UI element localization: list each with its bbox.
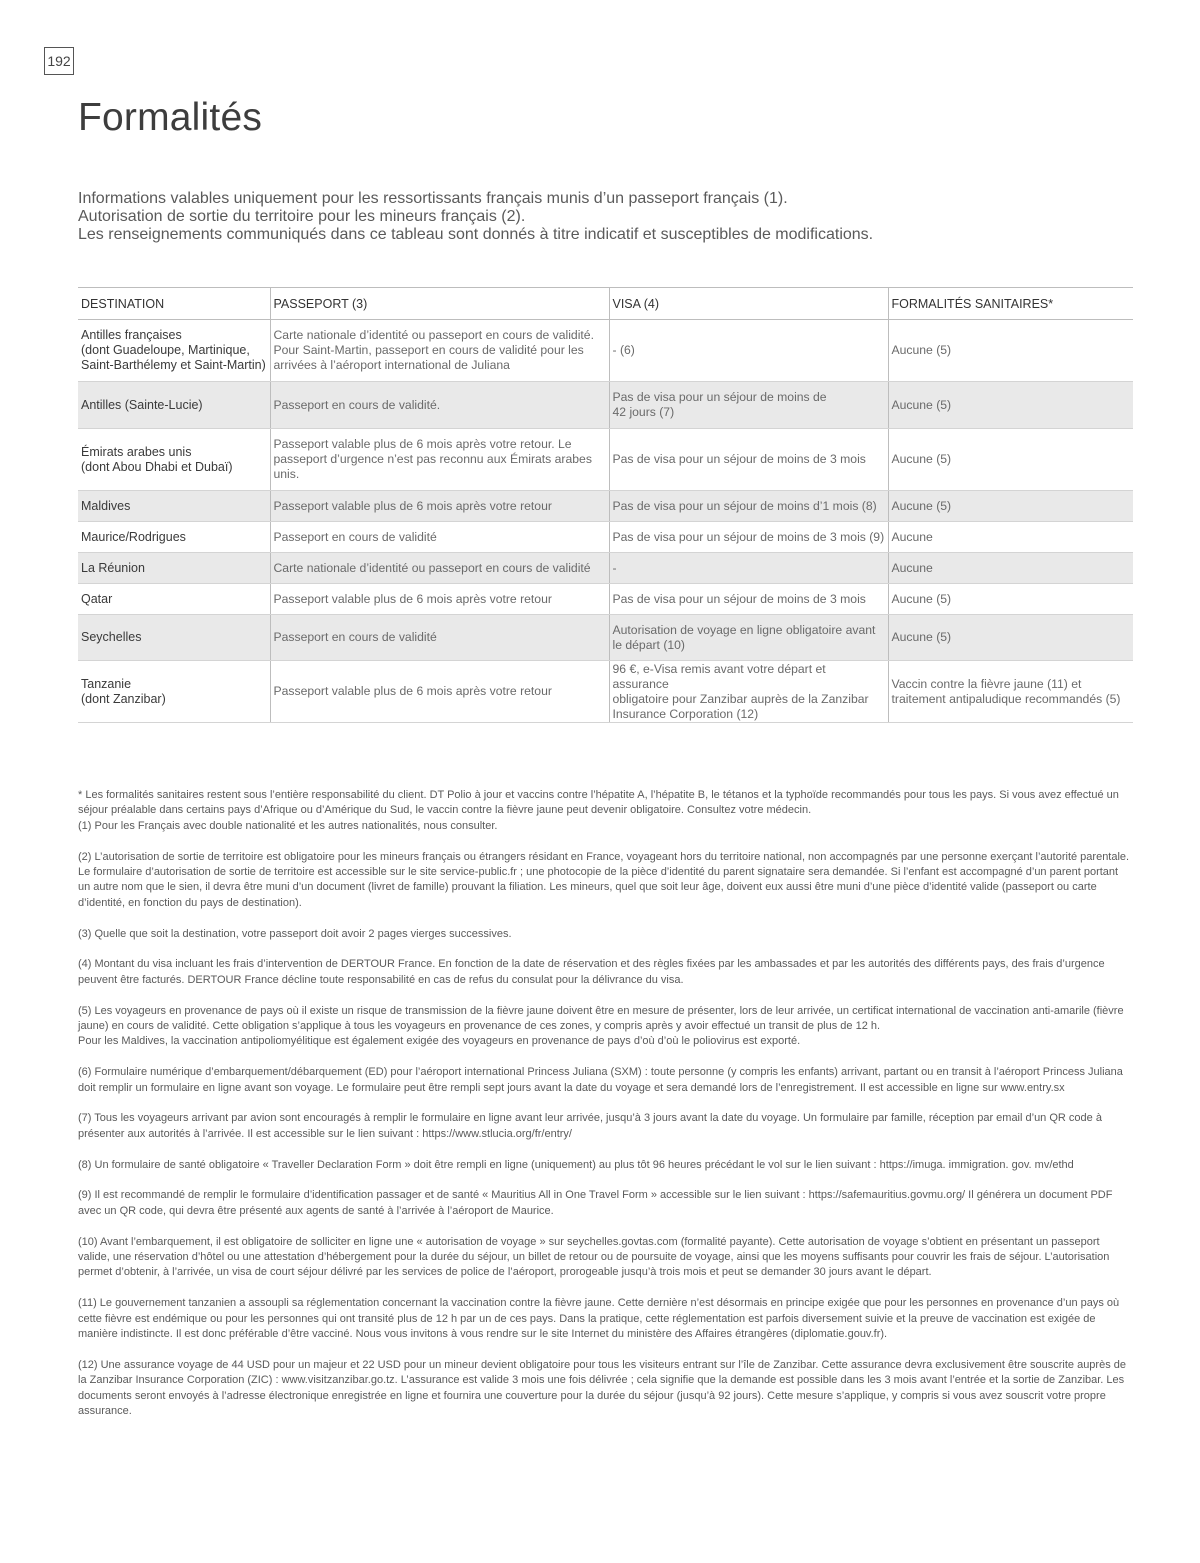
cell-destination <box>78 491 270 522</box>
cell-health <box>888 661 1133 723</box>
cell-line: Qatar <box>81 591 113 606</box>
cell-line: (dont Zanzibar) <box>81 691 166 706</box>
footnote-11: (11) Le gouvernement tanzanien a assoupli sa réglementation concernant la vaccination contre la fièvre jaune. Cette dernière n’est désormais en principe exigée que pour les personnes en provenance d’un pays où cette fièvre est endémique ou pour les personnes qui ont transité plus de 12 h par un de ces pays. Dans la pratique, cette réglementation est parfois diversement suivie et la preuve de vaccination est exigée de manière indistincte. Il est donc préférable d’être vacciné. Nous vous invitons à vous rendre sur le site Internet du ministère des Affaires étrangères (diplomatie.gouv.fr). <box>78 1297 1120 1341</box>
cell-line: La Réunion <box>81 560 145 575</box>
cell-line: unis. <box>273 467 300 481</box>
cell-health <box>888 553 1133 584</box>
cell-line: Seychelles <box>81 630 142 644</box>
cell-line: Antilles françaises <box>81 328 182 342</box>
cell-line: Vaccin contre la fièvre jaune (11) et <box>891 676 1082 691</box>
footnote-10: (10) Avant l’embarquement, il est obligatoire de solliciter en ligne une « autorisation de voyage » sur seychelles.govtas.com (formalité payante). Cette autorisation de voyage s’obtient en présentant un passeport valide, une réservation d’hôtel ou une attestation d’hébergement pour la durée du séjour, un billet de retour ou de poursuite de voyage, ainsi que les moyens suffisants pour couvrir les frais de séjour. L’autorisation permet d’obtenir, à l’arrivée, un visa de court séjour délivré par les services de police de l’aéroport, prorogeable jusqu’à trois mois et peut se demander 30 jours avant le départ. <box>78 1235 1110 1279</box>
table-row <box>78 584 1133 615</box>
table-row <box>78 320 1133 382</box>
table-row <box>78 522 1133 553</box>
cell-line: Passeport valable plus de 6 mois après votre retour <box>273 684 552 698</box>
cell-visa <box>609 522 888 553</box>
cell-health <box>888 615 1133 661</box>
footnote-5: (5) Les voyageurs en provenance de pays où il existe un risque de transmission de la fièvre jaune doivent être en mesure de présenter, lors de leur arrivée, un certificat international de vaccination anti-amarile (fièvre jaune) en cours de validité. Cette obligation s’applique à tous les voyageurs en provenance de ces zones, y compris après y avoir effectué un transit de plus de 12 h. <box>78 1004 1124 1033</box>
cell-line: Pas de visa pour un séjour de moins de 3 mois <box>612 591 866 606</box>
cell-passport <box>270 553 609 584</box>
table-row <box>78 553 1133 584</box>
cell-visa <box>609 429 888 491</box>
cell-destination <box>78 429 270 491</box>
cell-line: (dont Guadeloupe, Martinique, <box>81 343 250 357</box>
cell-passport <box>270 382 609 429</box>
cell-line: 42 jours (7) <box>612 405 675 419</box>
cell-health <box>888 522 1133 553</box>
footnote-5-maldives: Pour les Maldives, la vaccination antipoliomyélitique est également exigée des voyageurs en provenance de pays d’où d’où le poliovirus est exporté. <box>78 1035 801 1048</box>
cell-line: Aucune (5) <box>891 591 952 606</box>
header-visa: VISA (4) <box>609 288 888 320</box>
table-row <box>78 661 1133 723</box>
cell-visa <box>609 382 888 429</box>
cell-line: Passeport en cours de validité <box>273 529 437 544</box>
cell-line: Pas de visa pour un séjour de moins de <box>612 390 827 404</box>
cell-passport <box>270 491 609 522</box>
intro-line: Les renseignements communiqués dans ce tableau sont donnés à titre indicatif et susceptibles de modifications. <box>78 226 874 243</box>
table-header-row <box>78 288 1133 320</box>
cell-destination <box>78 320 270 382</box>
footnote-9: (9) Il est recommandé de remplir le formulaire d’identification passager et de santé « Mauritius All in One Travel Form » accessible sur le lien suivant : https://safemauritius.govmu.org/ Il générera un document PDF avec un QR code, qui devra être présenté aux agents de santé à l’arrivée à l’aéroport de Maurice. <box>78 1189 1113 1217</box>
cell-line: Autorisation de voyage en ligne obligatoire avant <box>612 622 876 637</box>
footnote-health: * Les formalités sanitaires restent sous l’entière responsabilité du client. DT Polio à jour et vaccins contre l’hépatite A, l’hépatite B, le tétanos et la typhoïde recommandés pour tous les pays. Si vous avez effectué un séjour préalable dans certains pays d’Afrique ou d’Amérique du Sud, le vaccin contre la fièvre jaune peut devenir obligatoire. Consultez votre médecin. <box>78 789 1119 817</box>
cell-line: Aucune <box>891 529 933 544</box>
cell-line: Passeport valable plus de 6 mois après votre retour. Le <box>273 437 572 451</box>
cell-passport <box>270 320 609 382</box>
cell-line: - (6) <box>612 343 635 357</box>
cell-visa <box>609 491 888 522</box>
cell-visa <box>609 320 888 382</box>
cell-health <box>888 320 1133 382</box>
cell-destination <box>78 522 270 553</box>
cell-line: Aucune (5) <box>891 452 952 466</box>
cell-line: Aucune (5) <box>891 397 952 412</box>
cell-line: Maurice/Rodrigues <box>81 529 186 544</box>
cell-line: le départ (10) <box>612 637 685 652</box>
cell-line: Aucune (5) <box>891 343 952 357</box>
footnote-12: (12) Une assurance voyage de 44 USD pour un majeur et 22 USD pour un mineur devient obligatoire pour tous les visiteurs entrant sur l’île de Zanzibar. Cette assurance devra exclusivement être souscrite auprès de la Zanzibar Insurance Corporation (ZIC) : www.visitzanzibar.go.tz. L’assurance est valide 3 mois une fois délivrée ; cela signifie que la demande est possible dans les 3 mois avant l’entrée et la sortie de Zanzibar. Les documents seront envoyés à l’adresse électronique enregistrée en ligne et fournira une couverture pour la durée du séjour (jusqu’à 92 jours). Cette mesure s’applique, y compris si vous avez souscrit votre propre assurance. <box>78 1358 1126 1418</box>
cell-line: Émirats arabes unis <box>81 444 192 459</box>
cell-visa <box>609 584 888 615</box>
cell-health <box>888 382 1133 429</box>
cell-line: obligatoire pour Zanzibar auprès de la Zanzibar <box>612 691 869 706</box>
cell-health <box>888 491 1133 522</box>
cell-line: Aucune <box>891 560 933 575</box>
cell-destination <box>78 615 270 661</box>
cell-destination <box>78 661 270 723</box>
header-health: FORMALITÉS SANITAIRES* <box>888 288 1133 320</box>
footnote-3: (3) Quelle que soit la destination, votre passeport doit avoir 2 pages vierges successives. <box>78 927 512 940</box>
cell-health <box>888 429 1133 491</box>
cell-line: Pas de visa pour un séjour de moins de 3 mois <box>612 452 866 466</box>
cell-destination <box>78 382 270 429</box>
table-row <box>78 615 1133 661</box>
intro-line: Informations valables uniquement pour les ressortissants français munis d’un passeport français (1). <box>78 190 788 207</box>
cell-destination <box>78 584 270 615</box>
cell-line: arrivées à l’aéroport international de Juliana <box>273 358 510 372</box>
cell-passport <box>270 429 609 491</box>
cell-line: Pas de visa pour un séjour de moins d’1 mois (8) <box>612 498 877 513</box>
header-passport: PASSEPORT (3) <box>270 288 609 320</box>
cell-line: Aucune (5) <box>891 498 952 513</box>
page-number: 192 <box>44 47 74 75</box>
cell-line: Aucune (5) <box>891 630 952 644</box>
cell-line: Pas de visa pour un séjour de moins de 3 mois (9) <box>612 529 885 544</box>
page-title: Formalités <box>78 96 263 139</box>
cell-line: Antilles (Sainte-Lucie) <box>81 397 203 412</box>
cell-visa <box>609 553 888 584</box>
cell-line: Carte nationale d’identité ou passeport en cours de validité. <box>273 328 594 342</box>
formalities-table <box>78 287 1133 723</box>
cell-passport <box>270 522 609 553</box>
header-destination: DESTINATION <box>78 288 270 320</box>
table-row <box>78 491 1133 522</box>
cell-line: traitement antipaludique recommandés (5) <box>891 691 1121 706</box>
footnote-8: (8) Un formulaire de santé obligatoire « Traveller Declaration Form » doit être rempli en ligne (uniquement) au plus tôt 96 heures précédant le vol sur le lien suivant : https://imuga. immigration. gov. mv/ethd <box>78 1158 1074 1171</box>
footnotes <box>78 788 1133 1435</box>
cell-line: Tanzanie <box>81 676 132 691</box>
table-row <box>78 429 1133 491</box>
footnote-4: (4) Montant du visa incluant les frais d’intervention de DERTOUR France. En fonction de la date de réservation et des règles fixées par les ambassades et par les autorités des différents pays, des frais d’urgence peuvent être facturés. DERTOUR France décline toute responsabilité en cas de refus du consulat pour la délivrance du visa. <box>78 958 1105 986</box>
cell-line: passeport d’urgence n’est pas reconnu aux Émirats arabes <box>273 452 592 466</box>
cell-passport <box>270 661 609 723</box>
cell-line: Passeport valable plus de 6 mois après votre retour <box>273 591 552 606</box>
cell-line: 96 €, e-Visa remis avant votre départ et assurance <box>612 661 826 691</box>
cell-line: Passeport valable plus de 6 mois après votre retour <box>273 498 552 513</box>
footnote-6: (6) Formulaire numérique d’embarquement/débarquement (ED) pour l’aéroport international Princess Juliana (SXM) : toute personne (y compris les enfants) arrivant, partant ou en transit à l’aéroport Princess Juliana doit remplir un formulaire en ligne avant son voyage. Le formulaire peut être rempli sept jours avant la date du voyage et sera demandé lors de l’enregistrement. Il est accessible en ligne sur www.entry.sx <box>78 1066 1123 1094</box>
cell-line: Maldives <box>81 498 131 513</box>
intro-line: Autorisation de sortie du territoire pour les mineurs français (2). <box>78 208 526 225</box>
cell-line: Carte nationale d’identité ou passeport en cours de validité <box>273 560 591 575</box>
cell-line: Saint-Barthélemy et Saint-Martin) <box>81 358 266 372</box>
cell-line: Passeport en cours de validité. <box>273 397 441 412</box>
cell-visa <box>609 661 888 723</box>
cell-line: Passeport en cours de validité <box>273 630 437 644</box>
cell-line: - <box>612 560 617 575</box>
cell-passport <box>270 584 609 615</box>
footnote-2: (2) L’autorisation de sortie de territoire est obligatoire pour les mineurs français ou étrangers résidant en France, voyageant hors du territoire national, non accompagnés par une personne exerçant l’autorité parentale. Le formulaire d’autorisation de sortie de territoire est accessible sur le site service-public.fr ; une photocopie de la pièce d’identité du parent signataire sera demandée. Si l’enfant est accompagné d’un parent portant un autre nom que le sien, il devra être muni d’un document (livret de famille) prouvant la filiation. Les mineurs, quel que soit leur âge, doivent eux aussi être muni d’une pièce d’identité valide (passeport ou carte d’identité, en fonction du pays de destination). <box>78 850 1130 909</box>
cell-health <box>888 584 1133 615</box>
cell-line: (dont Abou Dhabi et Dubaï) <box>81 459 233 474</box>
cell-line: Pour Saint-Martin, passeport en cours de validité pour les <box>273 343 584 357</box>
footnote-7: (7) Tous les voyageurs arrivant par avion sont encouragés à remplir le formulaire en ligne avant leur arrivée, jusqu’à 3 jours avant la date du voyage. Un formulaire par famille, réception par email d’un QR code à présenter aux autorités à l’arrivée. Il est accessible sur le lien suivant : https://www.stlucia.org/fr/entry/ <box>78 1112 1102 1140</box>
table-row <box>78 382 1133 429</box>
cell-destination <box>78 553 270 584</box>
footnote-1: (1) Pour les Français avec double nationalité et les autres nationalités, nous consulter. <box>78 819 498 832</box>
cell-visa <box>609 615 888 661</box>
cell-line: Insurance Corporation (12) <box>612 706 759 721</box>
cell-passport <box>270 615 609 661</box>
intro-text <box>78 190 1138 244</box>
